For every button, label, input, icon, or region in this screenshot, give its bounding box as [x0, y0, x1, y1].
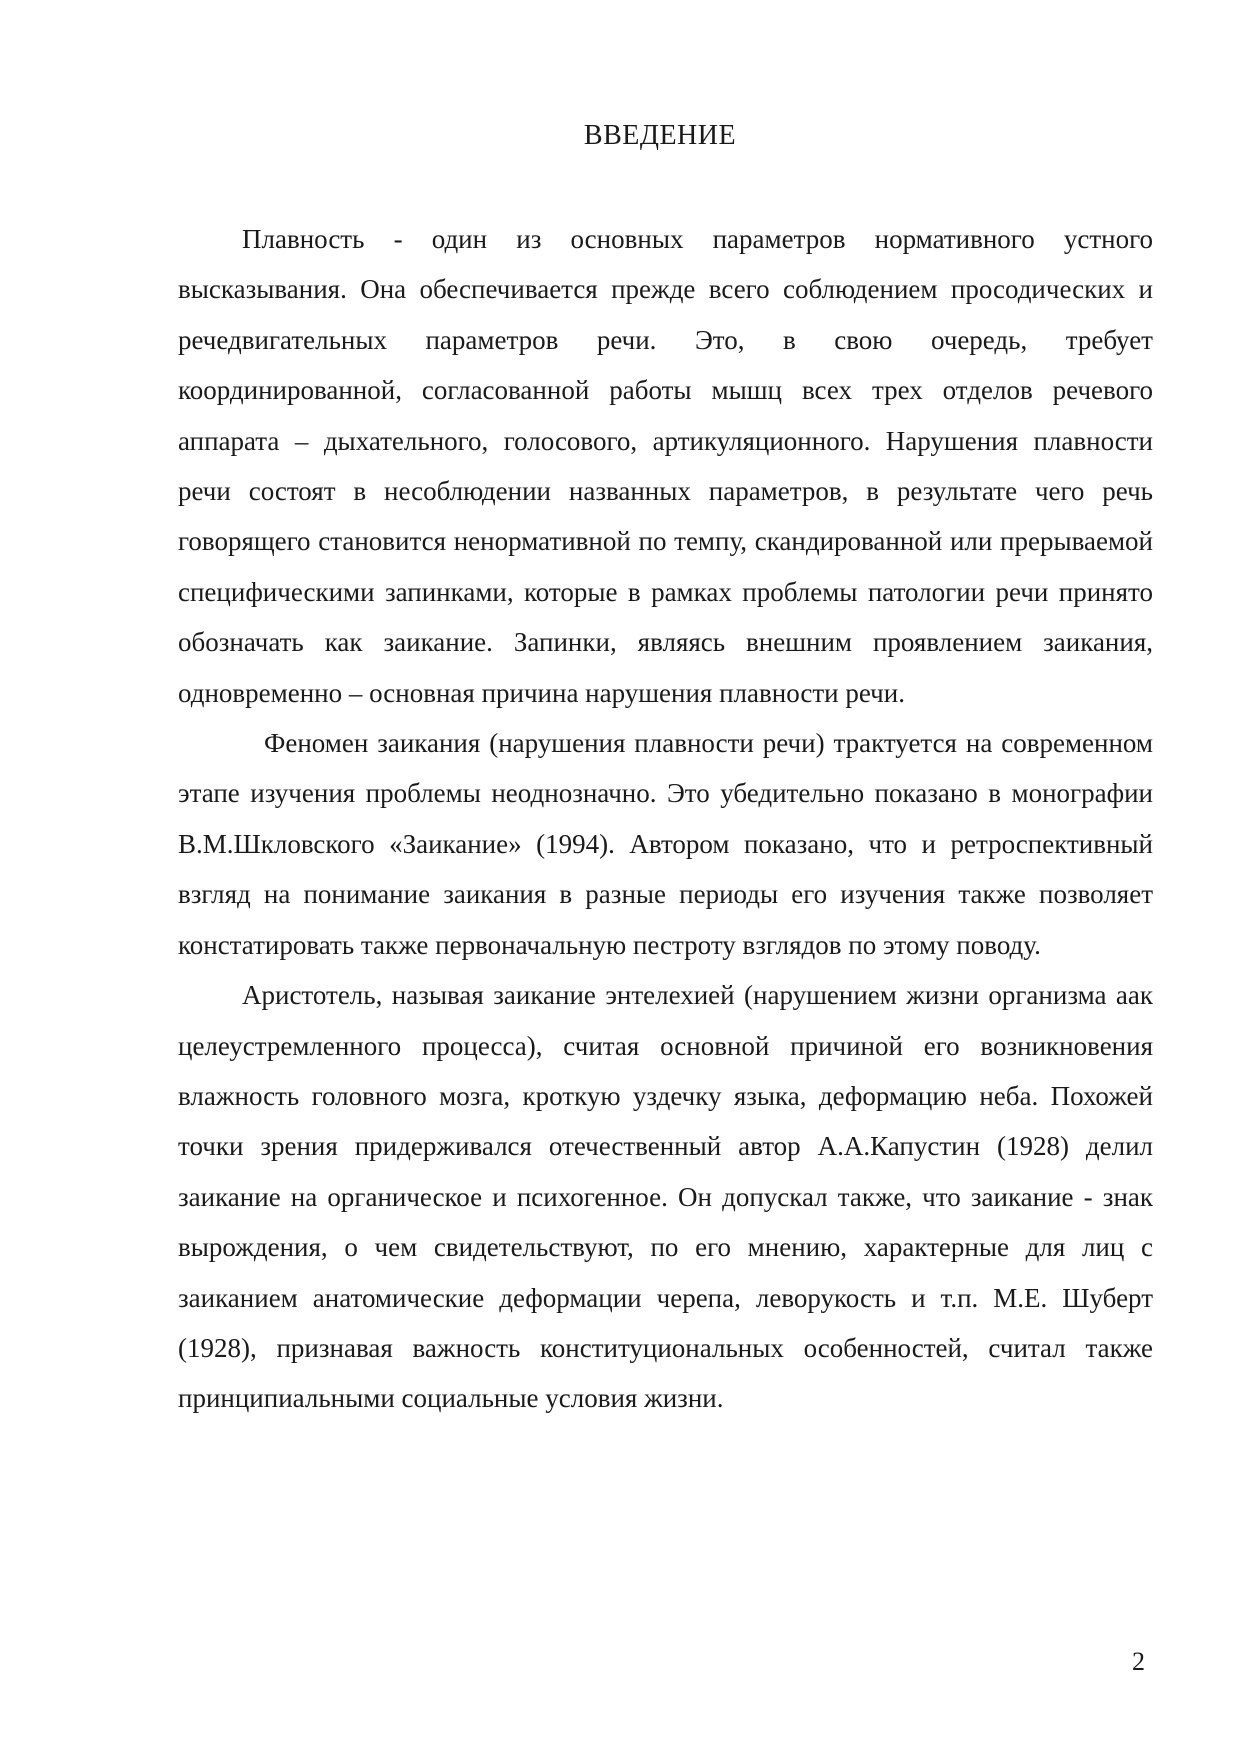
body-text: [178, 214, 1153, 1424]
page-title: ВВЕДЕНИЕ: [583, 120, 737, 151]
paragraph-fluency: Плавность - один из основных параметров нормативного устного высказывания. Она обеспечивается прежде всего соблюдением просодических и речедвигательных параметров речи. Это, в свою очередь, требует координированной, согласованной работы мышц всех трех отделов речевого аппарата – дыхательного, голосового, артикуляционного. Нарушения плавности речи состоят в несоблюдении названных параметров, в результате чего речь говорящего становится ненормативной по темпу, скандированной или прерываемой специфическими запинками, которые в рамках проблемы патологии речи принято обозначать как заикание. Запинки, являясь внешним проявлением заикания, одновременно – основная причина нарушения плавности речи.: [178, 224, 1153, 708]
page-number: 2: [1132, 1647, 1145, 1676]
paragraph-aristotle: Аристотель, называя заикание энтелехией (нарушением жизни организма аак целеустремленного процесса), считая основной причиной его возникновения влажность головного мозга, кроткую уздечку языка, деформацию неба. Похожей точки зрения придерживался отечественный автор А.А.Капустин (1928) делил заикание на органическое и психогенное. Он допускал также, что заикание - знак вырождения, о чем свидетельствуют, по его мнению, характерные для лиц с заиканием анатомические деформации черепа, леворукость и т.п. М.Е. Шуберт (1928), признавая важность конституциональных особенностей, считал также принципиальными социальные условия жизни.: [178, 980, 1153, 1414]
paragraph-phenomenon: Феномен заикания (нарушения плавности речи) трактуется на современном этапе изучения проблемы неоднозначно. Это убедительно показано в монографии В.М.Шкловского «Заикание» (1994). Автором показано, что и ретроспективный взгляд на понимание заикания в разные периоды его изучения также позволяет констатировать также первоначальную пестроту взглядов по этому поводу.: [178, 728, 1153, 960]
